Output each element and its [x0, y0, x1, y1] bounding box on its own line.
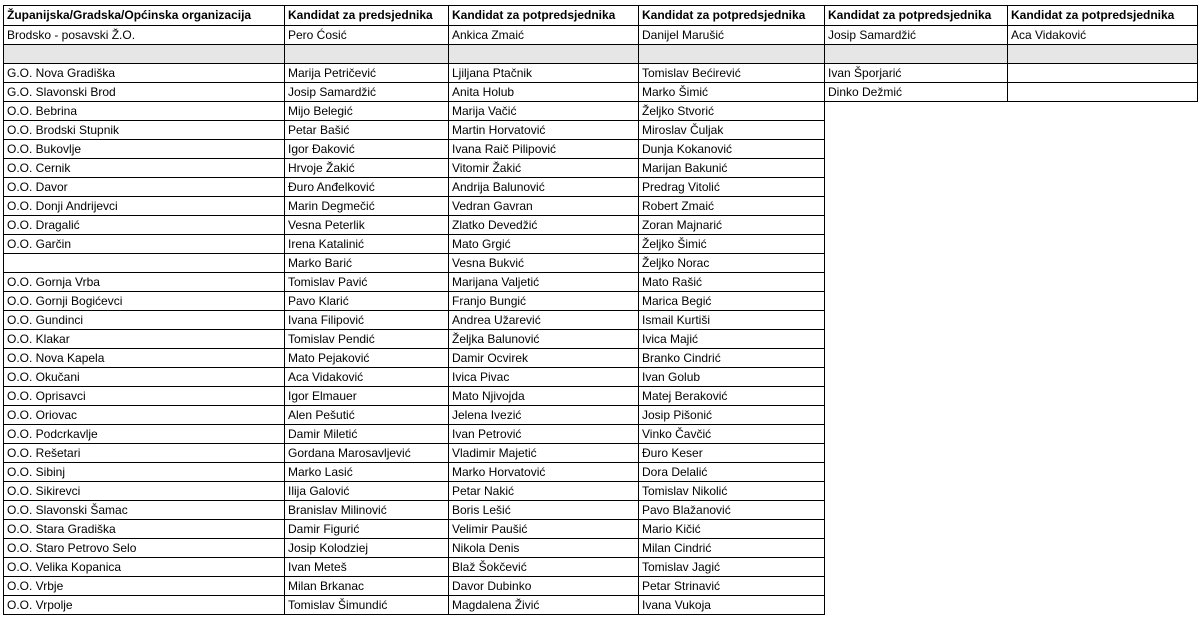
table-cell [825, 178, 1008, 197]
table-cell[interactable]: O.O. Nova Kapela [4, 349, 285, 368]
table-cell[interactable]: O.O. Gundinci [4, 311, 285, 330]
table-row [4, 330, 1198, 349]
table-row [4, 596, 1198, 615]
header-row [4, 6, 1198, 26]
table-row [4, 577, 1198, 596]
table-cell[interactable]: Ivana Raič Pilipović [449, 140, 639, 159]
table-cell[interactable]: Vinko Čavčić [639, 425, 825, 444]
table-cell[interactable]: Marin Degmečić [285, 197, 449, 216]
table-cell[interactable]: Hrvoje Žakić [285, 159, 449, 178]
table-cell[interactable]: Vedran Gavran [449, 197, 639, 216]
table-cell [1008, 444, 1198, 463]
table-cell [1008, 102, 1198, 121]
table-cell [1008, 501, 1198, 520]
table-cell[interactable]: Aca Vidaković [1008, 26, 1198, 45]
table-row [4, 102, 1198, 121]
table-cell[interactable]: Marijan Bakunić [639, 159, 825, 178]
table-row [4, 520, 1198, 539]
table-cell[interactable]: Mato Grgić [449, 235, 639, 254]
table-cell [825, 501, 1008, 520]
table-cell[interactable]: O.O. Bukovlje [4, 140, 285, 159]
table-row [4, 311, 1198, 330]
table-cell[interactable]: Miroslav Čuljak [639, 121, 825, 140]
table-cell[interactable]: Nikola Denis [449, 539, 639, 558]
table-cell [1008, 558, 1198, 577]
table-cell [1008, 463, 1198, 482]
table-cell[interactable]: O.O. Davor [4, 178, 285, 197]
table-cell[interactable]: Branko Cindrić [639, 349, 825, 368]
table-cell [1008, 254, 1198, 273]
table-row [4, 159, 1198, 178]
table-cell[interactable]: O.O. Podcrkavlje [4, 425, 285, 444]
table-cell[interactable]: Petar Bašić [285, 121, 449, 140]
table-cell [825, 520, 1008, 539]
table-cell [825, 330, 1008, 349]
table-cell[interactable]: Ivana Vukoja [639, 596, 825, 615]
table-cell[interactable]: Željko Stvorić [639, 102, 825, 121]
table-cell[interactable] [639, 45, 825, 64]
table-cell [1008, 178, 1198, 197]
table-cell[interactable]: G.O. Slavonski Brod [4, 83, 285, 102]
table-cell[interactable]: Andrea Užarević [449, 311, 639, 330]
table-row [4, 273, 1198, 292]
table-cell [825, 197, 1008, 216]
table-cell[interactable]: Igor Elmauer [285, 387, 449, 406]
table-cell [1008, 387, 1198, 406]
table-cell[interactable]: Damir Figurić [285, 520, 449, 539]
table-cell[interactable] [1008, 64, 1198, 83]
table-cell[interactable]: Petar Strinavić [639, 577, 825, 596]
table-cell[interactable]: Ivan Golub [639, 368, 825, 387]
table-cell[interactable]: Dunja Kokanović [639, 140, 825, 159]
table-cell[interactable]: Josip Kolodziej [285, 539, 449, 558]
table-cell[interactable]: Ivica Majić [639, 330, 825, 349]
table-cell[interactable]: Ismail Kurtiši [639, 311, 825, 330]
table-cell[interactable]: Dinko Dežmić [825, 83, 1008, 102]
table-cell[interactable]: Marko Lasić [285, 463, 449, 482]
table-cell [825, 235, 1008, 254]
table-cell[interactable]: Magdalena Živić [449, 596, 639, 615]
table-row [4, 121, 1198, 140]
table-cell [825, 387, 1008, 406]
table-row [4, 463, 1198, 482]
table-cell [1008, 520, 1198, 539]
table-cell[interactable]: Ivan Petrović [449, 425, 639, 444]
table-cell[interactable]: Tomislav Jagić [639, 558, 825, 577]
table-cell [825, 216, 1008, 235]
table-cell[interactable]: Brodsko - posavski Ž.O. [4, 26, 285, 45]
table-cell[interactable]: Blaž Šokčević [449, 558, 639, 577]
table-cell[interactable]: Predrag Vitolić [639, 178, 825, 197]
table-cell[interactable]: O.O. Cernik [4, 159, 285, 178]
table-cell[interactable]: Marijana Valjetić [449, 273, 639, 292]
table-cell[interactable]: Damir Ocvirek [449, 349, 639, 368]
table-cell[interactable]: Zoran Majnarić [639, 216, 825, 235]
table-cell[interactable] [285, 45, 449, 64]
table-cell[interactable]: O.O. Sibinj [4, 463, 285, 482]
table-row [4, 501, 1198, 520]
table-cell[interactable]: Vladimir Majetić [449, 444, 639, 463]
table-cell[interactable]: Marija Vačić [449, 102, 639, 121]
table-row [4, 406, 1198, 425]
table-cell[interactable]: O.O. Rešetari [4, 444, 285, 463]
table-row [4, 368, 1198, 387]
table-cell[interactable]: Pavo Klarić [285, 292, 449, 311]
table-row [4, 45, 1198, 64]
table-cell [825, 425, 1008, 444]
table-cell[interactable] [825, 45, 1008, 64]
table-cell[interactable]: Vesna Bukvić [449, 254, 639, 273]
column-header[interactable]: Kandidat za potpredsjednika [449, 6, 639, 26]
table-cell[interactable]: Mijo Belegić [285, 102, 449, 121]
table-cell[interactable]: Martin Horvatović [449, 121, 639, 140]
table-cell[interactable]: Jelena Ivezić [449, 406, 639, 425]
table-row [4, 349, 1198, 368]
table-cell [825, 273, 1008, 292]
table-cell[interactable]: Andrija Balunović [449, 178, 639, 197]
table-cell [825, 558, 1008, 577]
table-cell[interactable]: Aca Vidaković [285, 368, 449, 387]
table-cell[interactable]: Marko Horvatović [449, 463, 639, 482]
table-cell[interactable]: O.O. Vrbje [4, 577, 285, 596]
table-row [4, 64, 1198, 83]
table-cell[interactable]: O.O. Dragalić [4, 216, 285, 235]
table-row [4, 539, 1198, 558]
table-cell[interactable]: Franjo Bungić [449, 292, 639, 311]
table-cell [825, 311, 1008, 330]
table-cell[interactable]: Tomislav Šimundić [285, 596, 449, 615]
table-cell[interactable]: Davor Dubinko [449, 577, 639, 596]
table-row [4, 254, 1198, 273]
table-cell[interactable]: Mario Kičić [639, 520, 825, 539]
column-header[interactable]: Kandidat za predsjednika [285, 6, 449, 26]
column-header[interactable]: Kandidat za potpredsjednika [639, 6, 825, 26]
table-row [4, 216, 1198, 235]
table-cell[interactable]: O.O. Sikirevci [4, 482, 285, 501]
table-cell[interactable]: Ankica Zmaić [449, 26, 639, 45]
candidates-table [3, 5, 1198, 615]
table-cell[interactable]: Ivana Filipović [285, 311, 449, 330]
table-cell[interactable]: Josip Samardžić [285, 83, 449, 102]
table-cell[interactable]: Željko Šimić [639, 235, 825, 254]
table-row [4, 235, 1198, 254]
table-cell [825, 368, 1008, 387]
table-cell[interactable]: Đuro Keser [639, 444, 825, 463]
table-cell [1008, 292, 1198, 311]
table-cell[interactable]: Igor Đaković [285, 140, 449, 159]
table-cell [1008, 349, 1198, 368]
table-cell[interactable]: G.O. Nova Gradiška [4, 64, 285, 83]
table-row [4, 197, 1198, 216]
table-cell[interactable]: Željko Norac [639, 254, 825, 273]
table-cell[interactable]: Alen Pešutić [285, 406, 449, 425]
table-cell [1008, 330, 1198, 349]
table-cell[interactable]: Marija Petričević [285, 64, 449, 83]
table-cell[interactable]: Ivan Meteš [285, 558, 449, 577]
table-cell[interactable]: Đuro Anđelković [285, 178, 449, 197]
table-row [4, 178, 1198, 197]
table-row [4, 387, 1198, 406]
table-cell [1008, 273, 1198, 292]
table-cell[interactable]: Željka Balunović [449, 330, 639, 349]
table-cell[interactable]: Ivica Pivac [449, 368, 639, 387]
table-cell [1008, 121, 1198, 140]
table-cell[interactable]: Tomislav Nikolić [639, 482, 825, 501]
table-cell[interactable]: O.O. Oriovac [4, 406, 285, 425]
table-cell [1008, 197, 1198, 216]
table-cell[interactable]: Zlatko Devedžić [449, 216, 639, 235]
table-cell[interactable]: Anita Holub [449, 83, 639, 102]
table-cell[interactable]: Marko Šimić [639, 83, 825, 102]
table-cell[interactable]: O.O. Oprisavci [4, 387, 285, 406]
table-cell[interactable]: Gordana Marosavljević [285, 444, 449, 463]
table-cell[interactable]: Ilija Galović [285, 482, 449, 501]
table-cell [1008, 235, 1198, 254]
table-cell[interactable]: Mato Pejaković [285, 349, 449, 368]
table-cell [825, 254, 1008, 273]
table-cell[interactable]: O.O. Donji Andrijevci [4, 197, 285, 216]
table-cell[interactable]: O.O. Okučani [4, 368, 285, 387]
table-cell[interactable]: O.O. Garčin [4, 235, 285, 254]
table-cell[interactable] [449, 45, 639, 64]
table-cell [825, 463, 1008, 482]
table-cell [825, 596, 1008, 615]
table-cell[interactable]: Pero Ćosić [285, 26, 449, 45]
table-cell[interactable]: O.O. Velika Kopanica [4, 558, 285, 577]
table-cell[interactable]: Josip Pišonić [639, 406, 825, 425]
table-cell [1008, 577, 1198, 596]
table-cell[interactable]: Damir Miletić [285, 425, 449, 444]
table-cell [1008, 425, 1198, 444]
table-cell[interactable]: Marko Barić [285, 254, 449, 273]
column-header[interactable]: Kandidat za potpredsjednika [825, 6, 1008, 26]
table-cell [825, 102, 1008, 121]
table-cell[interactable]: Matej Beraković [639, 387, 825, 406]
table-cell[interactable]: Milan Cindrić [639, 539, 825, 558]
table-cell[interactable]: Danijel Marušić [639, 26, 825, 45]
table-cell[interactable]: O.O. Klakar [4, 330, 285, 349]
table-cell [825, 140, 1008, 159]
table-cell [825, 577, 1008, 596]
table-cell[interactable]: Milan Brkanac [285, 577, 449, 596]
table-cell[interactable]: O.O. Slavonski Šamac [4, 501, 285, 520]
table-cell[interactable]: Boris Lešić [449, 501, 639, 520]
table-cell[interactable]: Velimir Paušić [449, 520, 639, 539]
table-cell[interactable]: Petar Nakić [449, 482, 639, 501]
table-cell [825, 539, 1008, 558]
table-cell[interactable]: O.O. Brodski Stupnik [4, 121, 285, 140]
table-cell[interactable]: Irena Katalinić [285, 235, 449, 254]
table-cell[interactable] [1008, 45, 1198, 64]
table-cell[interactable]: O.O. Bebrina [4, 102, 285, 121]
table-cell [825, 121, 1008, 140]
table-row [4, 444, 1198, 463]
table-cell [825, 292, 1008, 311]
table-cell[interactable]: Pavo Blažanović [639, 501, 825, 520]
table-cell[interactable]: Marica Begić [639, 292, 825, 311]
table-cell[interactable]: Josip Samardžić [825, 26, 1008, 45]
table-row [4, 425, 1198, 444]
table-cell [825, 482, 1008, 501]
column-header[interactable]: Kandidat za potpredsjednika [1008, 6, 1198, 26]
table-row [4, 558, 1198, 577]
column-header[interactable]: Županijska/Gradska/Općinska organizacija [4, 6, 285, 26]
table-cell[interactable]: O.O. Stara Gradiška [4, 520, 285, 539]
table-row [4, 83, 1198, 102]
table-cell[interactable]: Tomislav Pendić [285, 330, 449, 349]
table-cell[interactable] [4, 45, 285, 64]
table-cell[interactable]: Tomislav Bećirević [639, 64, 825, 83]
table-cell[interactable]: Vesna Peterlik [285, 216, 449, 235]
table-cell[interactable] [1008, 83, 1198, 102]
table-cell[interactable]: O.O. Staro Petrovo Selo [4, 539, 285, 558]
table-cell[interactable] [4, 254, 285, 273]
table-cell [1008, 311, 1198, 330]
table-cell [1008, 216, 1198, 235]
table-cell [1008, 159, 1198, 178]
table-cell[interactable]: Tomislav Pavić [285, 273, 449, 292]
table-cell[interactable]: Ivan Šporjarić [825, 64, 1008, 83]
table-cell [1008, 596, 1198, 615]
table-row [4, 140, 1198, 159]
table-cell[interactable]: Robert Zmaić [639, 197, 825, 216]
table-cell [1008, 140, 1198, 159]
table-cell[interactable]: Ljiljana Ptačnik [449, 64, 639, 83]
table-cell[interactable]: Mato Rašić [639, 273, 825, 292]
table-cell [825, 349, 1008, 368]
table-cell [1008, 368, 1198, 387]
table-cell[interactable]: Mato Njivojda [449, 387, 639, 406]
table-cell [825, 406, 1008, 425]
table-cell[interactable]: Branislav Milinović [285, 501, 449, 520]
table-cell [825, 159, 1008, 178]
table-cell[interactable]: Vitomir Žakić [449, 159, 639, 178]
table-cell[interactable]: O.O. Vrpolje [4, 596, 285, 615]
table-row [4, 26, 1198, 45]
table-cell [825, 444, 1008, 463]
table-cell[interactable]: O.O. Gornji Bogićevci [4, 292, 285, 311]
table-row [4, 482, 1198, 501]
table-cell [1008, 406, 1198, 425]
table-cell [1008, 539, 1198, 558]
table-cell [1008, 482, 1198, 501]
table-cell[interactable]: O.O. Gornja Vrba [4, 273, 285, 292]
table-cell[interactable]: Dora Delalić [639, 463, 825, 482]
table-row [4, 292, 1198, 311]
